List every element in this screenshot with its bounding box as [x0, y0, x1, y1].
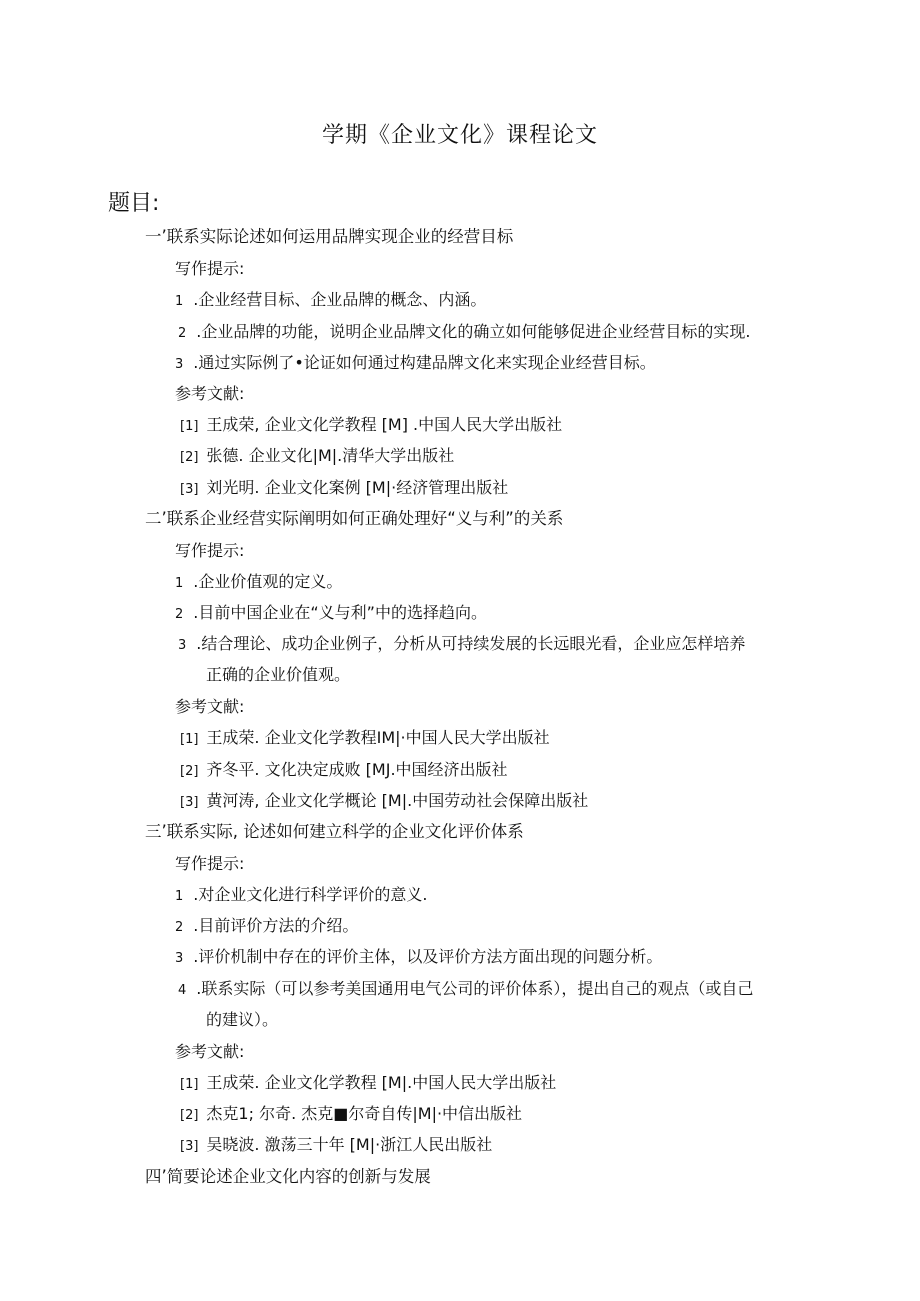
document-title: 学期《企业文化》课程论文 [321, 123, 598, 148]
topics-heading: 题目: [108, 191, 160, 216]
topic-1-hint-label: 写作提示: [175, 259, 245, 278]
topic-2-hint-3: 3 .结合理论、成功企业例子，分析从可持续发展的长远眼光看，企业应怎样培养 [178, 634, 746, 653]
topic-2-ref-3: [3] 黄河涛, 企业文化学概论 [M|.中国劳动社会保障出版社 [180, 791, 589, 810]
topic-1-hint-1: 1 .企业经营目标、企业品牌的概念、内涵。 [175, 290, 487, 309]
topic-1-hint-2: 2 .企业品牌的功能，说明企业品牌文化的确立如何能够促进企业经营目标的实现. [178, 322, 751, 341]
topic-1-refs-label: 参考文献: [175, 384, 245, 403]
topic-3-hint-4-cont: 的建议）。 [206, 1010, 279, 1029]
topic-1-ref-2: [2] 张德. 企业文化|M|.清华大学出版社 [180, 446, 455, 465]
topic-3-ref-1: [1] 王成荣. 企业文化学教程 [M|.中国人民大学出版社 [180, 1073, 557, 1092]
topic-2-refs-label: 参考文献: [175, 697, 245, 716]
topic-3-ref-3: [3] 吴晓波. 激荡三十年 [M|·浙江人民出版社 [180, 1135, 493, 1154]
topic-3-refs-label: 参考文献: [175, 1042, 245, 1061]
topic-3-hint-2: 2 .目前评价方法的介绍。 [175, 916, 359, 935]
topic-3-question: 三’联系实际, 论述如何建立科学的企业文化评价体系 [145, 822, 524, 841]
topic-2-ref-2: [2] 齐冬平. 文化决定成败 [MJ.中国经济出版社 [180, 760, 508, 779]
topic-1-ref-1: [1] 王成荣, 企业文化学教程 [M] .中国人民大学出版社 [180, 415, 563, 434]
topic-2-hint-2: 2 .目前中国企业在“义与利”中的选择趋向。 [175, 603, 487, 622]
topic-2-hint-1: 1 .企业价值观的定义。 [175, 572, 343, 591]
topic-4-question: 四’简要论述企业文化内容的创新与发展 [145, 1167, 431, 1186]
topic-3-hint-4: 4 .联系实际（可以参考美国通用电气公司的评价体系），提出自己的观点（或自己 [178, 979, 754, 998]
topic-3-hint-label: 写作提示: [175, 854, 245, 873]
topic-2-hint-label: 写作提示: [175, 541, 245, 560]
topic-3-ref-2: [2] 杰克1; 尔奇. 杰克■尔奇自传|M|·中信出版社 [180, 1104, 523, 1123]
topic-1-question: 一’联系实际论述如何运用品牌实现企业的经营目标 [145, 227, 514, 246]
topic-2-ref-1: [1] 王成荣. 企业文化学教程IM|·中国人民大学出版社 [180, 728, 550, 747]
topic-1-ref-3: [3] 刘光明. 企业文化案例 [M|·经济管理出版社 [180, 478, 509, 497]
topic-3-hint-1: 1 .对企业文化进行科学评价的意义. [175, 885, 428, 904]
topic-1-hint-3: 3 .通过实际例了•论证如何通过构建品牌文化来实现企业经营目标。 [175, 353, 656, 372]
topic-2-hint-3-cont: 正确的企业价值观。 [206, 665, 351, 684]
topic-2-question: 二’联系企业经营实际阐明如何正确处理好“义与利”的关系 [145, 509, 564, 528]
topic-3-hint-3: 3 .评价机制中存在的评价主体，以及评价方法方面出现的问题分析。 [175, 947, 663, 966]
